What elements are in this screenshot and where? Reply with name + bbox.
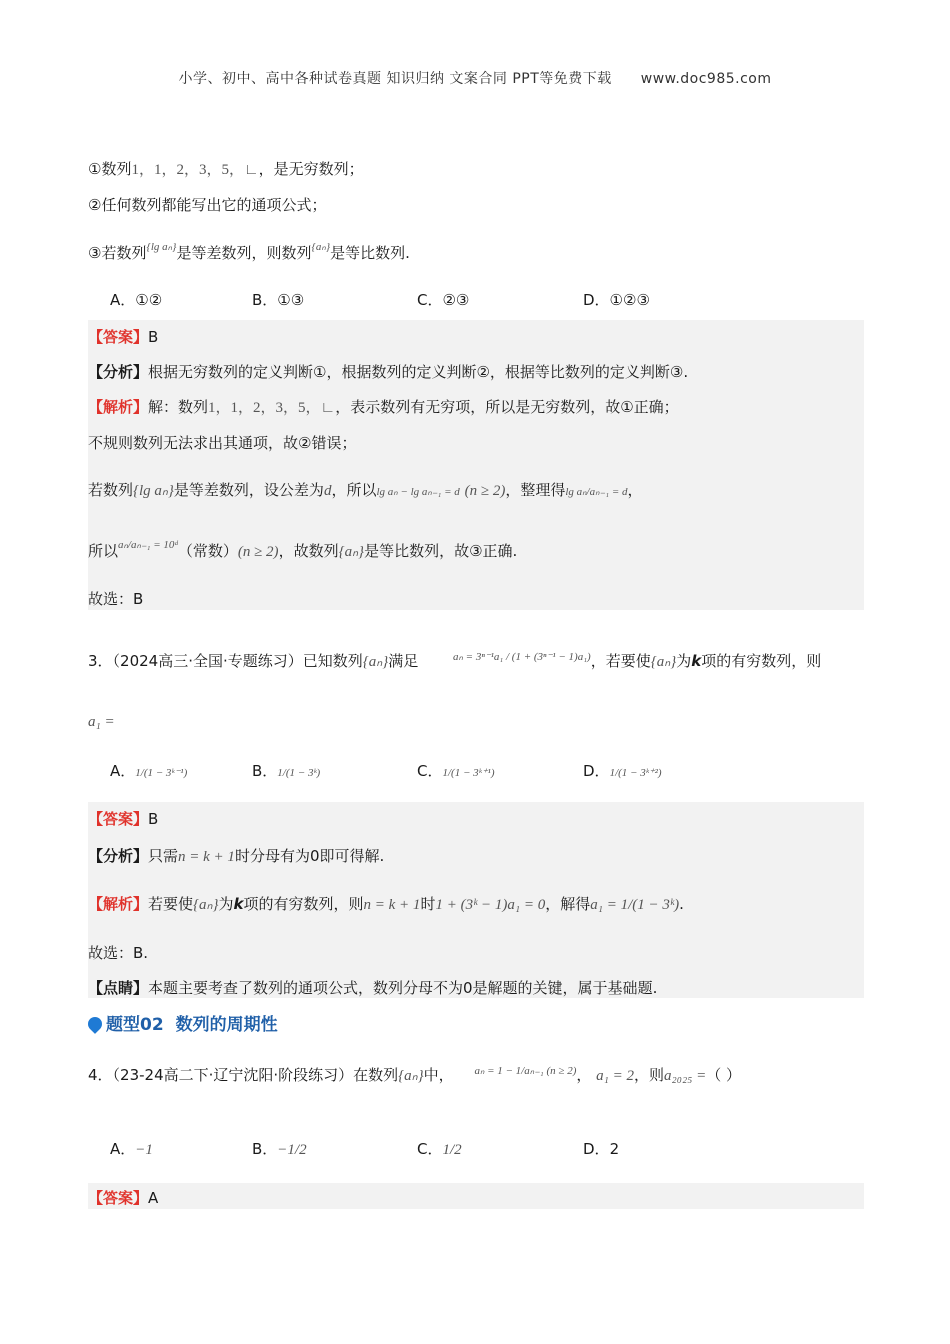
question-3: 3．（2024高三·全国·专题练习）已知数列{aₙ}满足 $^{a_n = 3^{n-1}a_1 / (1 + (3^{n-1} - 1)a_1)}$，若要使{aₙ}为k项的有穷数列，则 (88, 651, 822, 670)
section-heading: 题型02 数列的周期性 (88, 1010, 278, 1035)
solution-q3: 【解析】若要使{aₙ}为k项的有穷数列，则n = k + 1时1 + (3ᵏ − 1)a₁ = 0，解得a₁ = 1/(1 − 3ᵏ). (88, 895, 684, 913)
solution-q2-line1: 【解析】解：数列1，1，2，3，5，∟，表示数列有无穷项，所以是无穷数列，故①正确； (88, 398, 679, 416)
answer-q4: 【答案】A (88, 1189, 159, 1207)
solution-q2-line3: 若数列{lg aₙ}是等差数列，设公差为d，所以lg aₙ − lg aₙ₋₁ = d (n ≥ 2)，整理得lg aₙ/aₙ₋₁ = d， (88, 481, 643, 499)
math-set: {aₙ} (311, 241, 331, 253)
comment-q3: 【点睛】本题主要考查了数列的通项公式，数列分母不为0是解题的关键，属于基础题. (88, 979, 658, 997)
analysis-q3: 【分析】只需n = k + 1时分母有为0即可得解. (88, 847, 385, 865)
solution-q2-line2: 不规则数列无法求出其通项，故②错误； (88, 434, 357, 452)
option-b[interactable]: B．①③ (252, 291, 305, 309)
option-a[interactable]: A．①② (110, 291, 163, 309)
location-pin-icon (85, 1014, 105, 1034)
question-3-line2: a₁ = (88, 714, 115, 730)
answer-q2: 【答案】B (88, 328, 159, 346)
option-d[interactable]: D．2 (583, 1140, 620, 1158)
header-url[interactable]: www.doc985.com (640, 71, 772, 87)
question-4: 4．（23-24高二下·辽宁沈阳·阶段练习）在数列{aₙ}中， $^{a_n = 1 - 1/a_{n-1} (n \ge 2)}$， a₁ = 2，则a₂₀₂₅ =（ ） (88, 1065, 742, 1084)
answer-q3: 【答案】B (88, 810, 159, 828)
solution-q2-line4: 所以$^{a_n/a_{n-1} = 10ᵈ}$（常数）(n ≥ 2)，故数列{aₙ}是等比数列，故③正确. (88, 539, 518, 560)
math-set: {lg aₙ} (146, 241, 177, 253)
statement-1: ①数列1，1，2，3，5，∟，是无穷数列； (88, 160, 364, 178)
option-b[interactable]: B．−1/2 (252, 1140, 307, 1158)
solution-box-q4 (88, 1183, 864, 1209)
formula: aₙ = 3ⁿ⁻¹a₁ / (1 + (3ⁿ⁻¹ − 1)a₁) (453, 651, 591, 663)
option-b[interactable]: B．1/(1 − 3ᵏ) (252, 762, 321, 780)
option-d[interactable]: D．1/(1 − 3ᵏ⁺²) (583, 762, 662, 780)
header-text: 小学、初中、高中各种试卷真题 知识归纳 文案合同 PPT等免费下载 (178, 71, 612, 87)
option-a[interactable]: A．1/(1 − 3ᵏ⁻¹) (110, 762, 188, 780)
option-c[interactable]: C．1/(1 − 3ᵏ⁺¹) (417, 762, 495, 780)
choose-q3: 故选：B. (88, 944, 149, 962)
statement-2: ②任何数列都能写出它的通项公式； (88, 196, 327, 214)
page-header (0, 68, 950, 88)
option-c[interactable]: C．②③ (417, 291, 470, 309)
sequence: 1，1，2，3，5，∟ (131, 162, 259, 178)
formula: aₙ = 1 − 1/aₙ₋₁ (n ≥ 2) (474, 1065, 577, 1077)
option-c[interactable]: C．1/2 (417, 1140, 462, 1158)
option-a[interactable]: A．−1 (110, 1140, 153, 1158)
choose-q2: 故选：B (88, 590, 144, 608)
statement-3: ③若数列$^{\{lg a_n\}}$是等差数列，则数列$^{\{a_n\}}$是等比数列. (88, 241, 410, 262)
analysis-q2: 【分析】根据无穷数列的定义判断①，根据数列的定义判断②，根据等比数列的定义判断③. (88, 363, 689, 381)
option-d[interactable]: D．①②③ (583, 291, 650, 309)
